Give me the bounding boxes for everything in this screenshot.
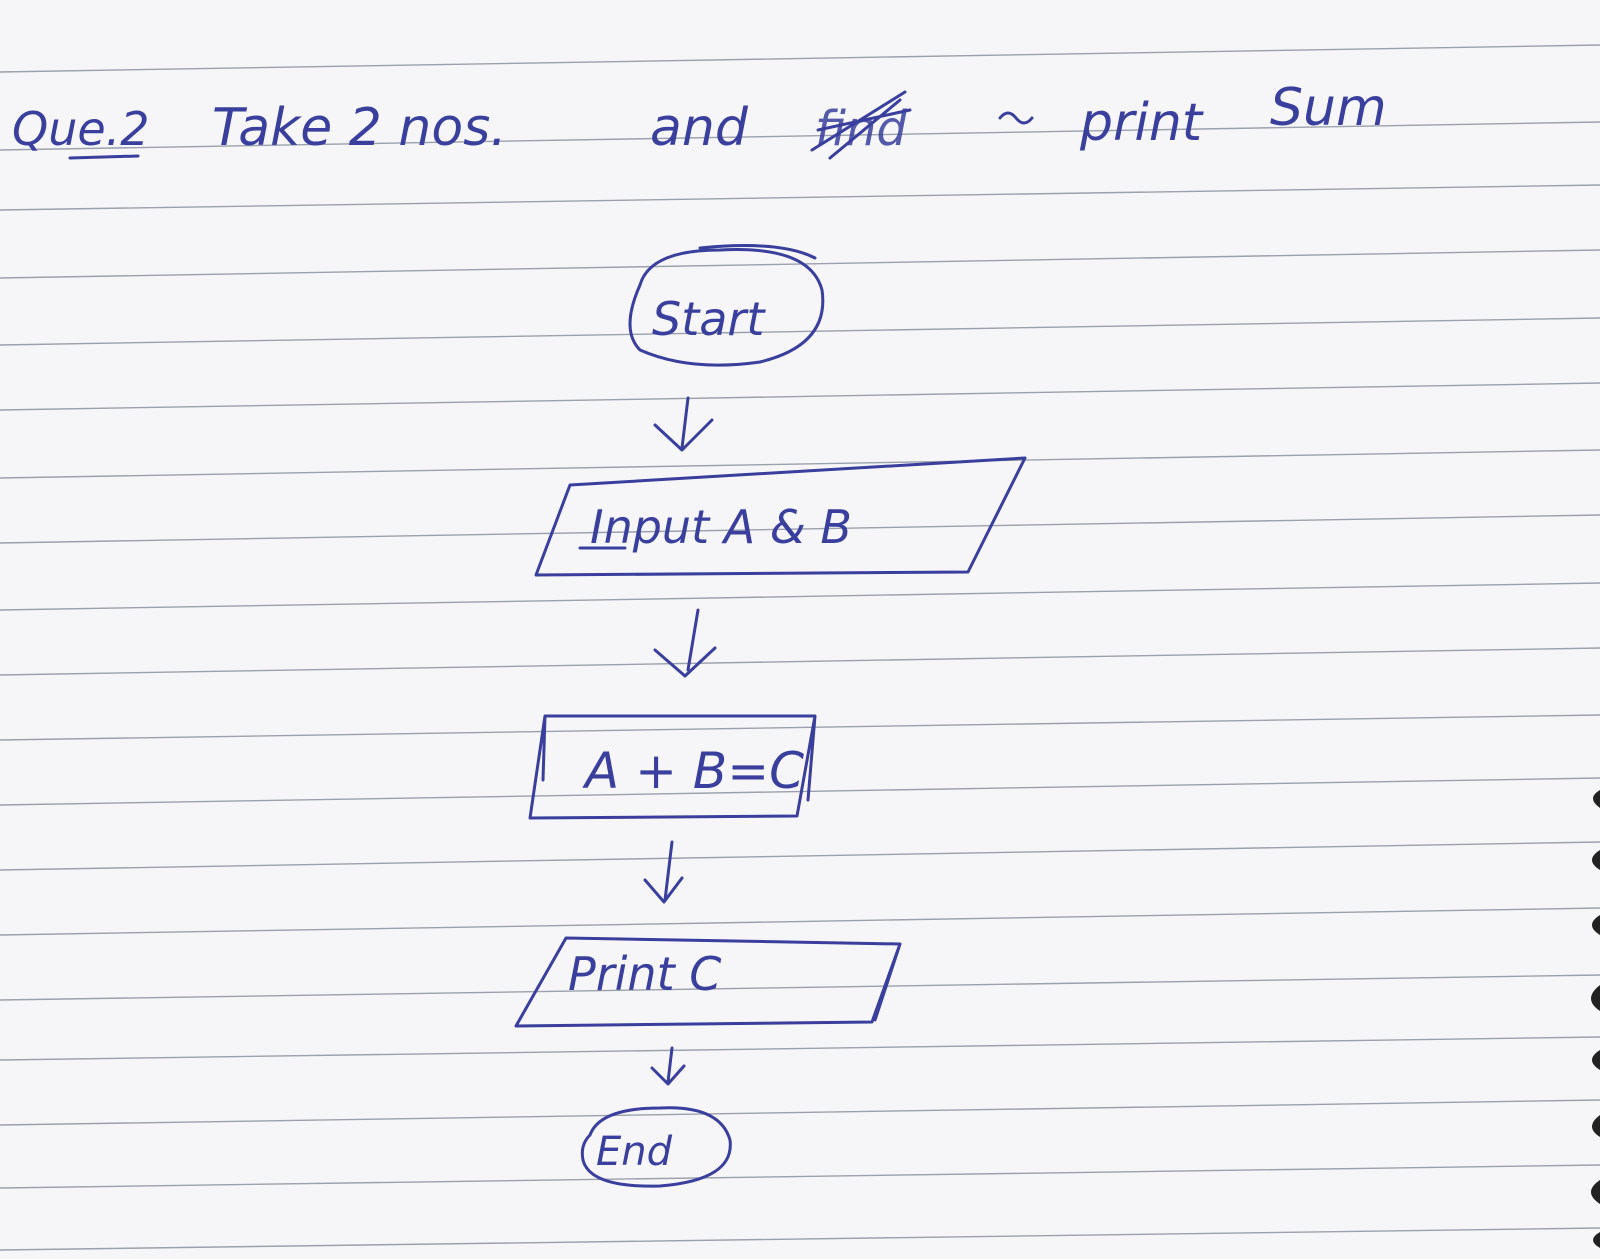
end-terminal [582,1108,730,1186]
arrow-input-to-process [655,610,715,676]
arrow-start-to-input [655,398,712,450]
start-label: Start [652,292,765,346]
input-parallelogram [536,458,1025,575]
output-label: Print C [568,947,722,1001]
process-label: A + B=C [585,742,804,800]
question-text-print: print [1080,93,1203,153]
question-label-underline [70,156,138,158]
question-text-crossed-find: find [815,101,907,157]
arrow-process-to-output [645,842,682,902]
spiral-binding [1591,790,1600,1248]
output-parallelogram [516,938,900,1026]
arrow-output-to-end [652,1048,684,1084]
end-label: End [596,1129,673,1175]
question-label: Que.2 [12,102,150,156]
question-text-take: Take 2 nos. [212,98,507,158]
question-text-and: and [650,98,748,158]
ruled-lines [0,45,1600,1250]
question-text-sum: Sum [1270,78,1387,138]
question-heading [12,78,1387,158]
input-label: Input A & B [590,500,852,554]
